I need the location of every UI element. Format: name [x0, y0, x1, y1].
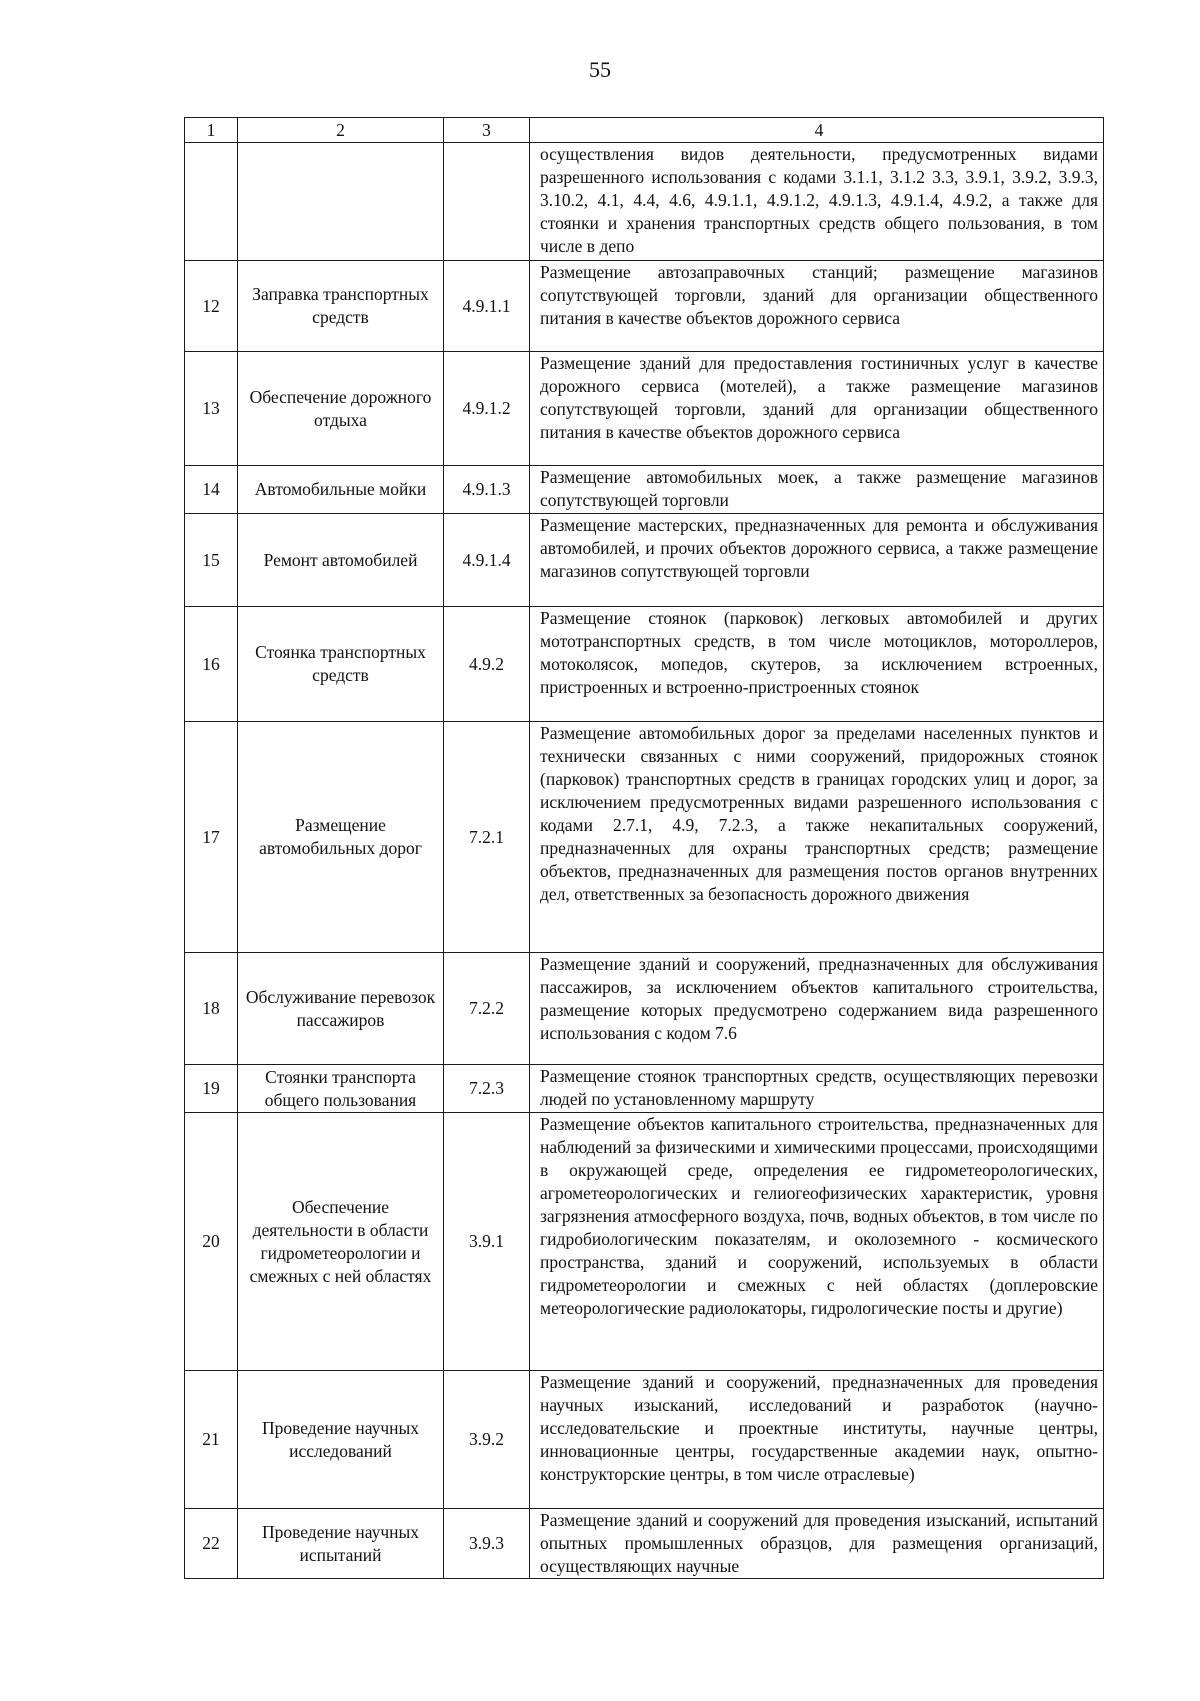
use-type-description: Размещение стоянок (парковок) легковых автомобилей и других мототранспортных средств, в том числе мотоциклов, мотороллеров, мотоколясок, мопедов, скутеров, за исключением встроенных, пристроенных и встроенно-пристроенных стоянок	[530, 607, 1104, 722]
use-type-description: Размещение автозаправочных станций; размещение магазинов сопутствующей торговли, зданий для организации общественного питания в качестве объектов дорожного сервиса	[530, 261, 1104, 352]
table-row	[185, 514, 1104, 607]
row-number: 18	[185, 953, 238, 1065]
row-number	[185, 143, 238, 261]
column-header: 3	[444, 118, 530, 143]
table-row	[185, 143, 1104, 261]
use-type-name: Ремонт автомобилей	[238, 514, 444, 607]
table-row	[185, 466, 1104, 514]
column-header: 2	[238, 118, 444, 143]
row-number: 19	[185, 1065, 238, 1113]
use-type-name: Заправка транспортных средств	[238, 261, 444, 352]
use-type-description: Размещение зданий и сооружений, предназначенных для проведения научных изысканий, исследований и разработок (научно-исследовательские и проектные институты, научные центры, инновационные центры, государственные академии наук, опытно-конструкторские центры, в том числе отраслевые)	[530, 1371, 1104, 1509]
use-type-name: Обслуживание перевозок пассажиров	[238, 953, 444, 1065]
table-row	[185, 607, 1104, 722]
use-type-description: Размещение зданий и сооружений, предназначенных для обслуживания пассажиров, за исключением объектов капитального строительства, размещение которых предусмотрено содержанием вида разрешенного использования с кодом 7.6	[530, 953, 1104, 1065]
row-number: 13	[185, 352, 238, 466]
column-header: 1	[185, 118, 238, 143]
use-type-name: Обеспечение деятельности в области гидрометеорологии и смежных с ней областях	[238, 1113, 444, 1371]
use-type-description: Размещение автомобильных дорог за пределами населенных пунктов и технически связанных с ними сооружений, придорожных стоянок (парковок) транспортных средств в границах городских улиц и дорог, за исключением предусмотренных видами разрешенного использования с кодами 2.7.1, 4.9, 7.2.3, а также некапитальных сооружений, предназначенных для охраны транспортных средств; размещение объектов, предназначенных для размещения постов органов внутренних дел, ответственных за безопасность дорожного движения	[530, 722, 1104, 953]
use-type-name: Проведение научных исследований	[238, 1371, 444, 1509]
row-number: 15	[185, 514, 238, 607]
use-type-description: Размещение мастерских, предназначенных для ремонта и обслуживания автомобилей, и прочих объектов дорожного сервиса, а также размещение магазинов сопутствующей торговли	[530, 514, 1104, 607]
use-type-code: 4.9.1.2	[444, 352, 530, 466]
use-type-description: Размещение зданий и сооружений для проведения изысканий, испытаний опытных промышленных образцов, для размещения организаций, осуществляющих научные	[530, 1509, 1104, 1579]
use-type-name	[238, 143, 444, 261]
land-use-table	[184, 117, 1104, 1579]
table-header-row	[185, 118, 1104, 143]
use-type-name: Автомобильные мойки	[238, 466, 444, 514]
table-row	[185, 953, 1104, 1065]
row-number: 16	[185, 607, 238, 722]
table-row	[185, 1113, 1104, 1371]
row-number: 17	[185, 722, 238, 953]
use-type-name: Обеспечение дорожного отдыха	[238, 352, 444, 466]
use-type-description: осуществления видов деятельности, предусмотренных видами разрешенного использования с кодами 3.1.1, 3.1.2 3.3, 3.9.1, 3.9.2, 3.9.3, 3.10.2, 4.1, 4.4, 4.6, 4.9.1.1, 4.9.1.2, 4.9.1.3, 4.9.1.4, 4.9.2, а также для стоянки и хранения транспортных средств общего пользования, в том числе в депо	[530, 143, 1104, 261]
page-number: 55	[589, 57, 611, 82]
use-type-code: 3.9.2	[444, 1371, 530, 1509]
use-type-code: 3.9.1	[444, 1113, 530, 1371]
row-number: 14	[185, 466, 238, 514]
use-type-name: Размещение автомобильных дорог	[238, 722, 444, 953]
use-type-description: Размещение объектов капитального строительства, предназначенных для наблюдений за физическими и химическими процессами, происходящими в окружающей среде, определения ее гидрометеорологических, агрометеорологических и гелиогеофизических характеристик, уровня загрязнения атмосферного воздуха, почв, водных объектов, в том числе по гидробиологическим показателям, и околоземного - космического пространства, зданий и сооружений, используемых в области гидрометеорологии и смежных с ней областях (доплеровские метеорологические радиолокаторы, гидрологические посты и другие)	[530, 1113, 1104, 1371]
row-number: 22	[185, 1509, 238, 1579]
table-row	[185, 722, 1104, 953]
table-row	[185, 1509, 1104, 1579]
row-number: 21	[185, 1371, 238, 1509]
use-type-description: Размещение зданий для предоставления гостиничных услуг в качестве дорожного сервиса (мотелей), а также размещение магазинов сопутствующей торговли, зданий для организации общественного питания в качестве объектов дорожного сервиса	[530, 352, 1104, 466]
use-type-code: 4.9.2	[444, 607, 530, 722]
row-number: 12	[185, 261, 238, 352]
use-type-code: 4.9.1.4	[444, 514, 530, 607]
use-type-description: Размещение автомобильных моек, а также размещение магазинов сопутствующей торговли	[530, 466, 1104, 514]
table-row	[185, 1371, 1104, 1509]
use-type-code	[444, 143, 530, 261]
use-type-code: 7.2.2	[444, 953, 530, 1065]
use-type-code: 4.9.1.3	[444, 466, 530, 514]
use-type-code: 4.9.1.1	[444, 261, 530, 352]
row-number: 20	[185, 1113, 238, 1371]
table-row	[185, 261, 1104, 352]
table-row	[185, 1065, 1104, 1113]
use-type-name: Стоянка транспортных средств	[238, 607, 444, 722]
use-type-code: 7.2.1	[444, 722, 530, 953]
use-type-name: Проведение научных испытаний	[238, 1509, 444, 1579]
use-type-name: Стоянки транспорта общего пользования	[238, 1065, 444, 1113]
use-type-description: Размещение стоянок транспортных средств, осуществляющих перевозки людей по установленному маршруту	[530, 1065, 1104, 1113]
use-type-code: 7.2.3	[444, 1065, 530, 1113]
table-row	[185, 352, 1104, 466]
use-type-code: 3.9.3	[444, 1509, 530, 1579]
column-header: 4	[530, 118, 1104, 143]
